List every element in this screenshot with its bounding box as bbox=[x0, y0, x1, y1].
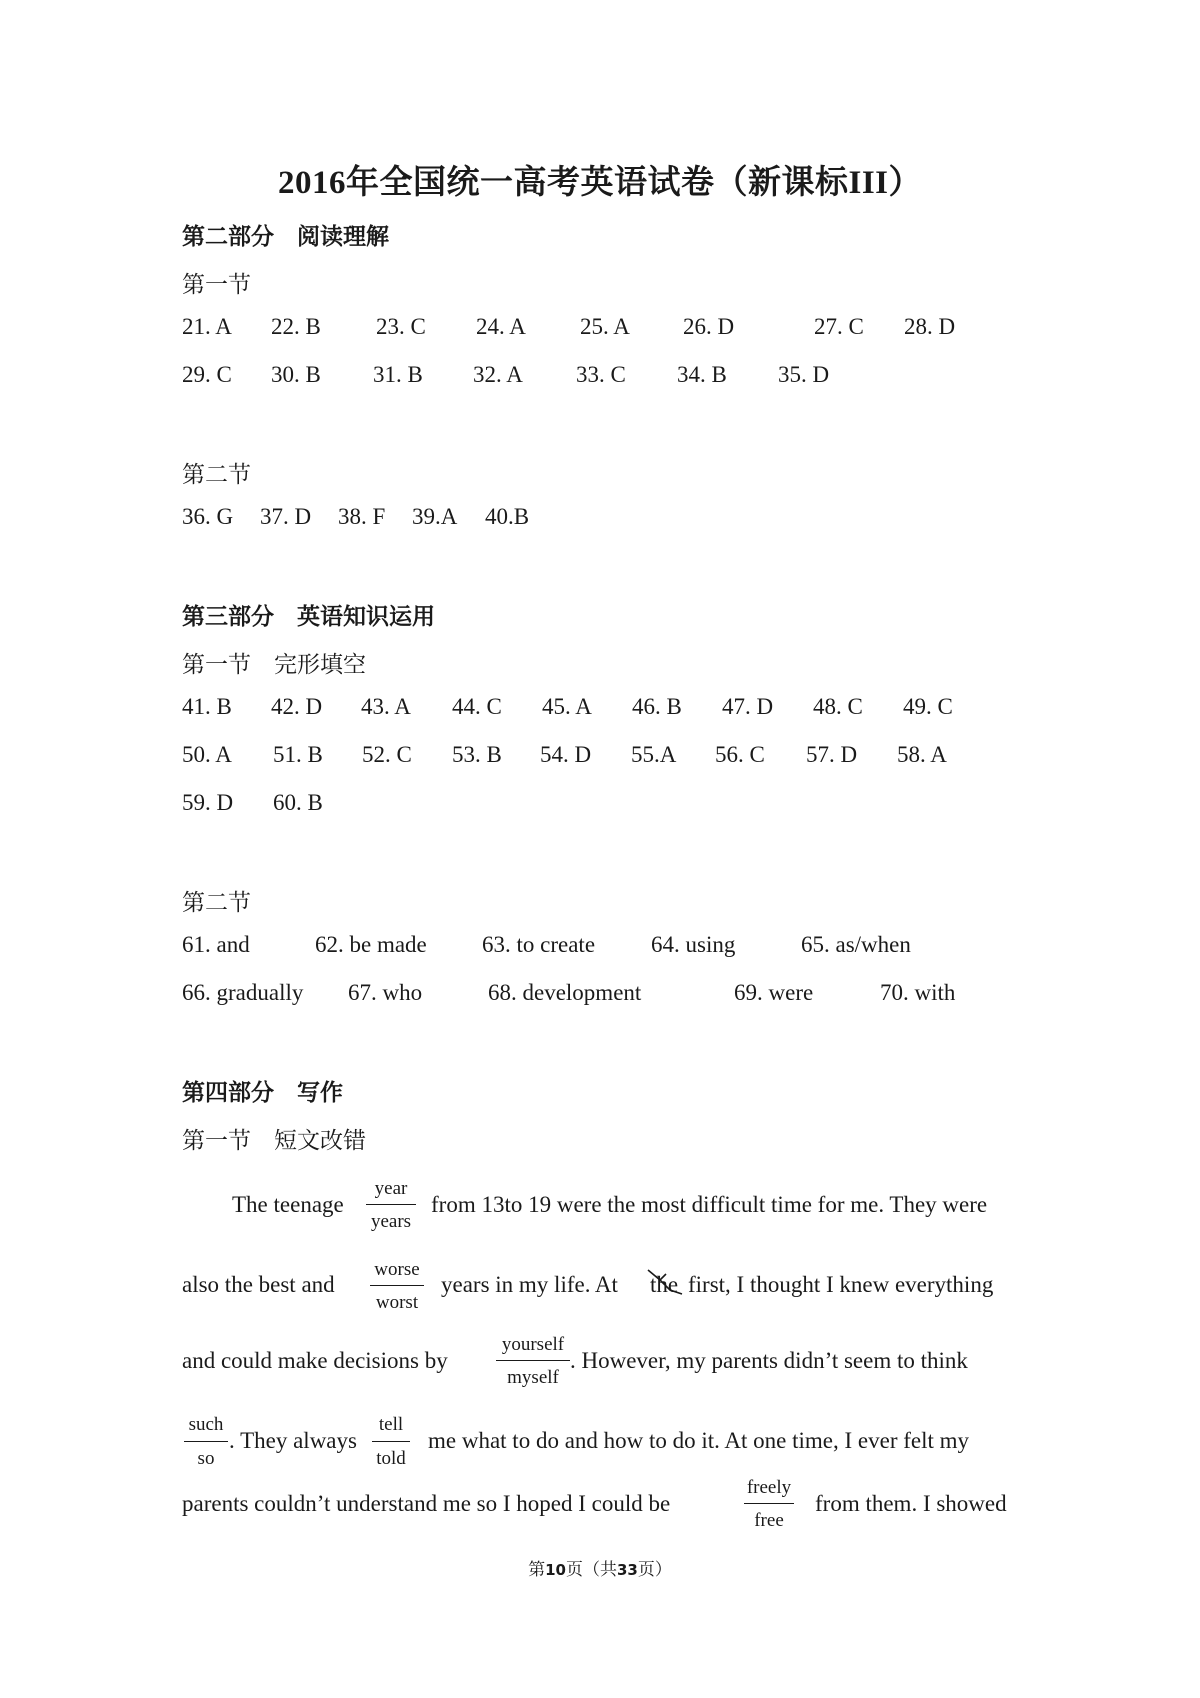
passage-text: me what to do and how to do it. At one time, I ever felt my bbox=[428, 1428, 970, 1453]
answer-item: 51. B bbox=[273, 742, 323, 767]
footer-prefix: 第 bbox=[528, 1560, 546, 1579]
corrected-word: worst bbox=[375, 1292, 419, 1313]
part2-heading: 第二部分 阅读理解 bbox=[182, 224, 389, 249]
answer-item: 32. A bbox=[473, 362, 523, 387]
answer-item: 61. and bbox=[182, 932, 250, 957]
passage-text: . They always bbox=[229, 1428, 357, 1453]
correction-line bbox=[370, 1285, 424, 1286]
answer-item: 31. B bbox=[373, 362, 423, 387]
answer-item: 24. A bbox=[476, 314, 526, 339]
answer-item: 53. B bbox=[452, 742, 502, 767]
answer-item: 68. development bbox=[488, 980, 642, 1005]
answer-item: 65. as/when bbox=[801, 932, 911, 957]
corrected-word: told bbox=[376, 1448, 406, 1469]
answer-item: 23. C bbox=[376, 314, 426, 339]
answer-item: 49. C bbox=[903, 694, 953, 719]
answer-item: 25. A bbox=[580, 314, 630, 339]
original-word: tell bbox=[378, 1414, 404, 1435]
answer-item: 42. D bbox=[271, 694, 323, 719]
answer-item: 69. were bbox=[734, 980, 814, 1005]
original-word: worse bbox=[374, 1259, 420, 1280]
answer-item: 40.B bbox=[485, 504, 530, 529]
part4-heading: 第四部分 写作 bbox=[182, 1080, 343, 1105]
correction-line bbox=[372, 1441, 410, 1442]
answer-item: 55.A bbox=[631, 742, 677, 767]
part3-section1-label: 第一节 完形填空 bbox=[182, 652, 366, 677]
passage-text: The teenage bbox=[232, 1192, 344, 1217]
answer-item: 45. A bbox=[542, 694, 592, 719]
passage-text: and could make decisions by bbox=[182, 1348, 448, 1373]
answer-item: 21. A bbox=[182, 314, 232, 339]
original-word: yourself bbox=[501, 1334, 565, 1355]
passage-text: first, I thought I knew everything bbox=[688, 1272, 994, 1297]
passage-text: from them. I showed bbox=[815, 1491, 1007, 1516]
part3-heading: 第三部分 英语知识运用 bbox=[182, 604, 435, 629]
answer-item: 37. D bbox=[260, 504, 312, 529]
answer-item: 30. B bbox=[271, 362, 321, 387]
corrected-word: so bbox=[197, 1448, 215, 1469]
correction-line bbox=[184, 1441, 228, 1442]
correction-line bbox=[744, 1503, 794, 1504]
original-word: such bbox=[188, 1414, 224, 1435]
answer-item: 60. B bbox=[273, 790, 323, 815]
page-footer bbox=[0, 1555, 1200, 1580]
deletion-mark-icon bbox=[646, 1266, 686, 1298]
part2-section2-label: 第二节 bbox=[182, 462, 251, 487]
answer-item: 59. D bbox=[182, 790, 234, 815]
part4-section1-label: 第一节 短文改错 bbox=[182, 1128, 366, 1153]
corrected-word: myself bbox=[507, 1367, 559, 1388]
answer-item: 46. B bbox=[632, 694, 682, 719]
answer-item: 26. D bbox=[683, 314, 735, 339]
answer-item: 35. D bbox=[778, 362, 830, 387]
page-number: 10 bbox=[545, 1561, 566, 1579]
answer-item: 34. B bbox=[677, 362, 727, 387]
answer-item: 39.A bbox=[412, 504, 458, 529]
answer-item: 43. A bbox=[361, 694, 411, 719]
total-pages: 33 bbox=[617, 1561, 638, 1579]
answer-item: 47. D bbox=[722, 694, 774, 719]
answer-item: 27. C bbox=[814, 314, 864, 339]
corrected-word: free bbox=[754, 1510, 784, 1531]
answer-item: 48. C bbox=[813, 694, 863, 719]
footer-suffix: 页） bbox=[637, 1560, 672, 1579]
answer-item: 36. G bbox=[182, 504, 234, 529]
original-word: year bbox=[374, 1178, 408, 1199]
answer-item: 70. with bbox=[880, 980, 956, 1005]
passage-text: from 13to 19 were the most difficult time for me. They were bbox=[431, 1192, 988, 1217]
passage-text: . However, my parents didn’t seem to think bbox=[570, 1348, 968, 1373]
answer-item: 66. gradually bbox=[182, 980, 304, 1005]
deleted-word: the bbox=[650, 1272, 679, 1297]
answer-item: 50. A bbox=[182, 742, 232, 767]
answer-item: 62. be made bbox=[315, 932, 427, 957]
answer-item: 22. B bbox=[271, 314, 321, 339]
answer-item: 29. C bbox=[182, 362, 232, 387]
answer-item: 28. D bbox=[904, 314, 956, 339]
footer-middle: 页（共 bbox=[566, 1560, 617, 1579]
correction-line bbox=[496, 1360, 570, 1361]
answer-item: 57. D bbox=[806, 742, 858, 767]
answer-item: 54. D bbox=[540, 742, 592, 767]
answer-item: 38. F bbox=[338, 504, 386, 529]
document-title: 2016年全国统一高考英语试卷（新课标III） bbox=[277, 165, 923, 201]
corrected-word: years bbox=[370, 1211, 412, 1232]
answer-item: 56. C bbox=[715, 742, 765, 767]
answer-item: 33. C bbox=[576, 362, 626, 387]
answer-item: 63. to create bbox=[482, 932, 596, 957]
passage-text: parents couldn’t understand me so I hoped I could be bbox=[182, 1491, 671, 1516]
part2-section1-label: 第一节 bbox=[182, 272, 251, 297]
passage-text: also the best and bbox=[182, 1272, 335, 1297]
part3-section2-label: 第二节 bbox=[182, 890, 251, 915]
answer-item: 44. C bbox=[452, 694, 502, 719]
answer-item: 67. who bbox=[348, 980, 423, 1005]
answer-item: 64. using bbox=[651, 932, 736, 957]
original-word: freely bbox=[746, 1477, 792, 1498]
answer-item: 58. A bbox=[897, 742, 947, 767]
correction-line bbox=[366, 1204, 416, 1205]
answer-item: 52. C bbox=[362, 742, 412, 767]
answer-item: 41. B bbox=[182, 694, 232, 719]
passage-text: years in my life. At bbox=[441, 1272, 618, 1297]
